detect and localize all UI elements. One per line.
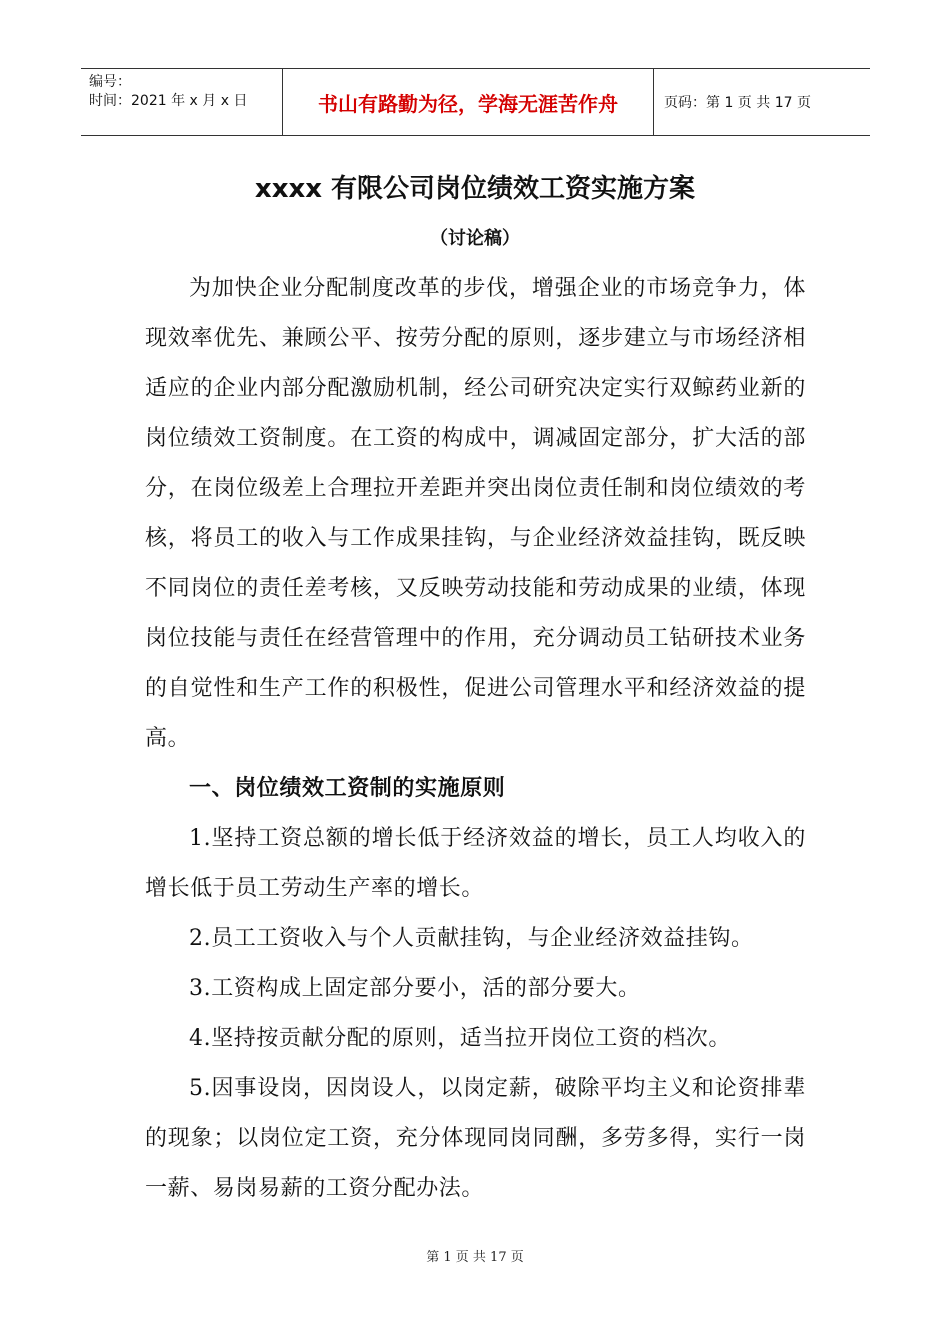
header-page-info: 页码：第 1 页 共 17 页 [664, 95, 811, 111]
section-heading: 一、岗位绩效工资制的实施原则 [189, 776, 506, 801]
header-meta [81, 69, 282, 135]
header-motto: 书山有路勤为径，学海无涯苦作舟 [282, 69, 654, 135]
principle-item: 5.因事设岗，因岗设人，以岗定薪，破除平均主义和论资排辈的现象；以岗位定工资，充分体现同岗同酬，多劳多得，实行一岗一薪、易岗易薪的工资分配办法。 [145, 1076, 806, 1201]
document-header [81, 68, 870, 136]
intro-paragraph: 为加快企业分配制度改革的步伐，增强企业的市场竞争力，体现效率优先、兼顾公平、按劳分配的原则，逐步建立与市场经济相适应的企业内部分配激励机制，经公司研究决定实行双鲸药业新的岗位绩效工资制度。在工资的构成中，调减固定部分，扩大活的部分，在岗位级差上合理拉开差距并突出岗位责任制和岗位绩效的考核，将员工的收入与工作成果挂钩，与企业经济效益挂钩，既反映不同岗位的责任差考核，又反映劳动技能和劳动成果的业绩，体现岗位技能与责任在经营管理中的作用，充分调动员工钻研技术业务的自觉性和生产工作的积极性，促进公司管理水平和经济效益的提高。 [145, 276, 806, 751]
principle-item: 4.坚持按贡献分配的原则，适当拉开岗位工资的档次。 [189, 1026, 731, 1051]
document-title: xxxx 有限公司岗位绩效工资实施方案 [254, 174, 696, 204]
page-footer: 第 1 页 共 17 页 [426, 1250, 524, 1265]
document-body [145, 264, 806, 1214]
document-subtitle: （讨论稿） [430, 228, 520, 249]
number-label: 编号： [89, 74, 131, 90]
principle-item: 3.工资构成上固定部分要小，活的部分要大。 [189, 976, 641, 1001]
principle-item: 2.员工工资收入与个人贡献挂钩，与企业经济效益挂钩。 [189, 926, 754, 951]
principle-item: 1.坚持工资总额的增长低于经济效益的增长，员工人均收入的增长低于员工劳动生产率的增长。 [145, 826, 806, 901]
date-label: 时间：2021 年 x 月 x 日 [89, 93, 248, 109]
